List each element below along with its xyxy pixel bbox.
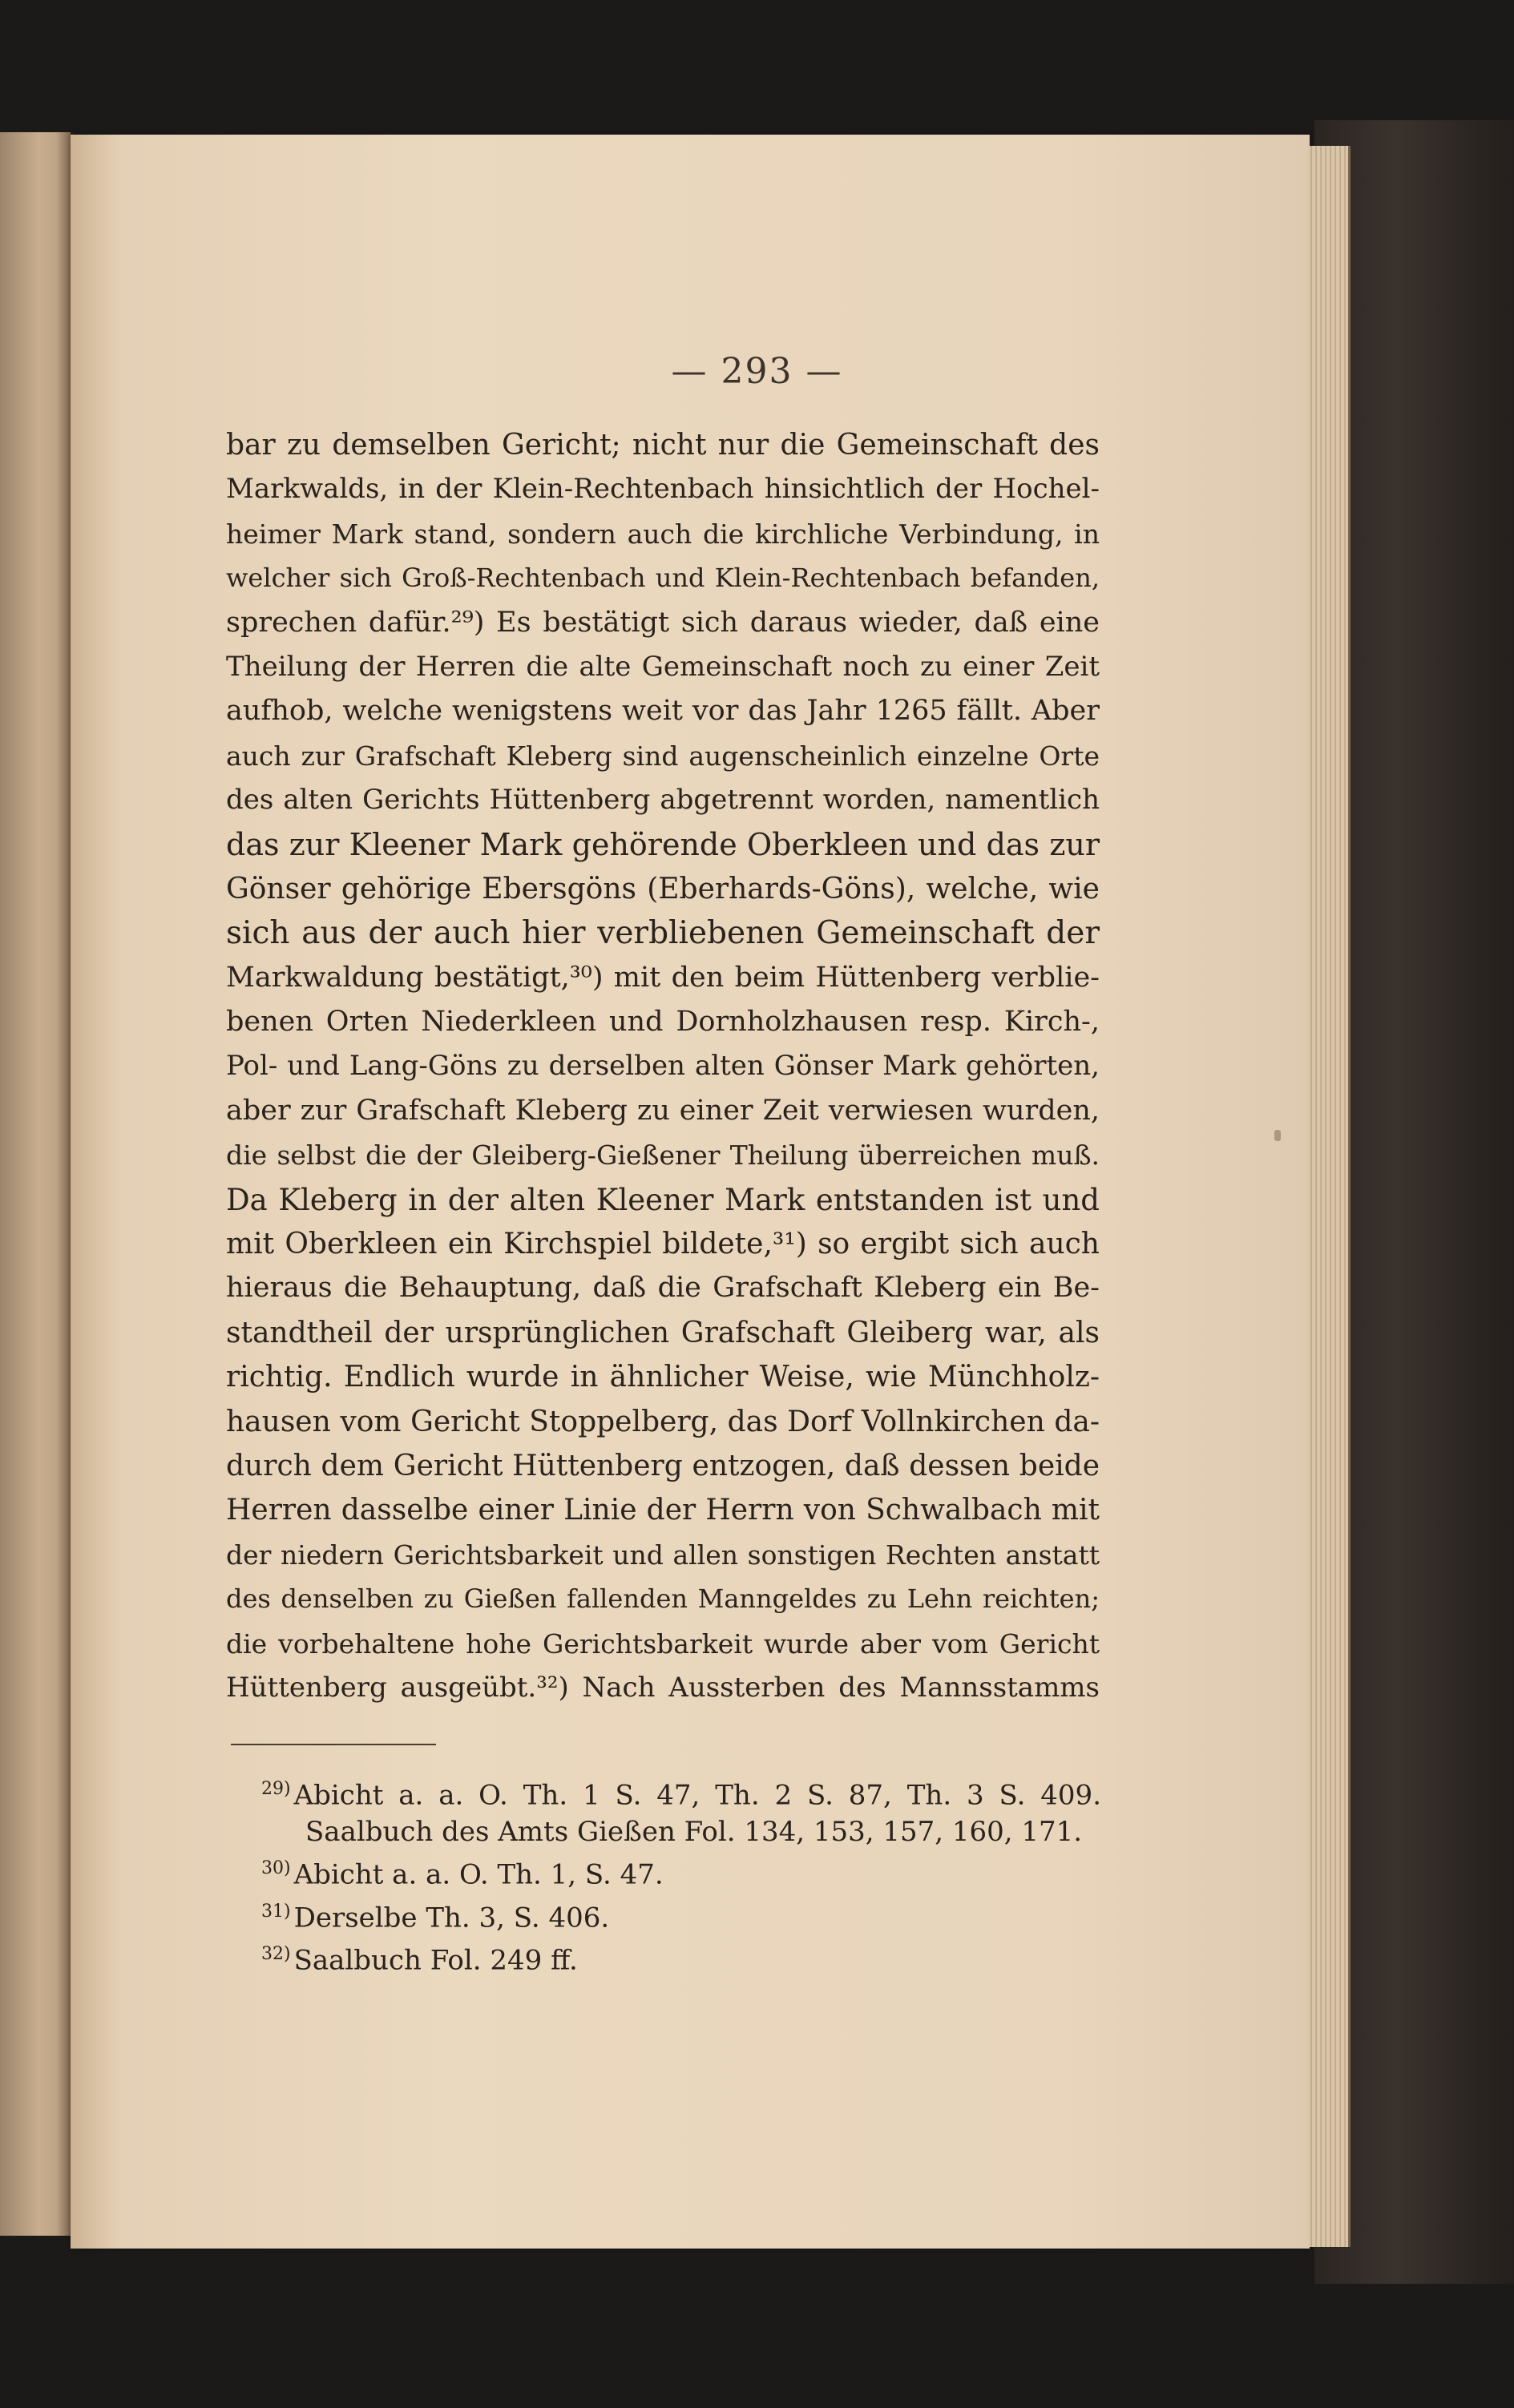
- footnote: [261, 1850, 1101, 1893]
- footnote: [261, 1936, 1101, 1978]
- text-line: bar zu demselben Gericht; nicht nur die Gemeinschaft des: [226, 429, 1100, 462]
- text-line: sprechen dafür.²⁹) Es bestätigt sich daraus wieder, daß eine: [226, 606, 1100, 639]
- body-text: [226, 423, 1100, 1710]
- text-line: heimer Mark stand, sondern auch die kirchliche Verbindung, in: [226, 518, 1100, 550]
- text-line: richtig. Endlich wurde in ähnlicher Weise, wie Münchholz-: [226, 1361, 1100, 1394]
- text-line: des alten Gerichts Hüttenberg abgetrennt worden, namentlich: [226, 784, 1100, 817]
- text-line: Markwalds, in der Klein-Rechtenbach hinsichtlich der Hochel-: [226, 473, 1100, 506]
- footnote: [261, 1894, 1101, 1936]
- text-line: hausen vom Gericht Stoppelberg, das Dorf Vollnkirchen da-: [226, 1405, 1100, 1438]
- footnote-number: 32): [261, 1943, 291, 1964]
- text-line: benen Orten Niederkleen und Dornholzhausen resp. Kirch-,: [226, 1006, 1100, 1039]
- footnote-text: Saalbuch des Amts Gießen Fol. 134, 153, 157, 160, 171.: [305, 1816, 1083, 1849]
- page-stack-edges: [1308, 146, 1350, 2247]
- page-number: — 293 —: [671, 351, 843, 392]
- text-line: standtheil der ursprünglichen Grafschaft Gleiberg war, als: [226, 1316, 1100, 1349]
- text-line: welcher sich Groß-Rechtenbach und Klein-Rechtenbach befanden,: [226, 563, 1100, 594]
- footnote-number: 29): [261, 1779, 291, 1799]
- text-line: die vorbehaltene hohe Gerichtsbarkeit wurde aber vom Gericht: [226, 1628, 1100, 1660]
- footnote-number: 31): [261, 1901, 291, 1922]
- footnote: [261, 1813, 1101, 1850]
- footnotes: [261, 1771, 1101, 1978]
- text-line: das zur Kleener Mark gehörende Oberkleen und das zur: [226, 826, 1100, 862]
- text-line: aber zur Grafschaft Kleberg zu einer Zeit verwiesen wurden,: [226, 1094, 1100, 1127]
- text-line: durch dem Gericht Hüttenberg entzogen, daß dessen beide: [226, 1449, 1100, 1482]
- text-line: Da Kleberg in der alten Kleener Mark entstanden ist und: [226, 1182, 1100, 1217]
- text-line: aufhob, welche wenigstens weit vor das Jahr 1265 fällt. Aber: [226, 695, 1100, 728]
- text-line: Gönser gehörige Ebersgöns (Eberhards-Göns), welche, wie: [226, 872, 1100, 906]
- text-line: Theilung der Herren die alte Gemeinschaft noch zu einer Zeit: [226, 650, 1100, 683]
- text-line: hieraus die Behauptung, daß die Grafschaft Kleberg ein Be-: [226, 1272, 1100, 1305]
- text-line: der niedern Gerichtsbarkeit und allen sonstigen Rechten anstatt: [226, 1539, 1100, 1571]
- footnote-number: 30): [261, 1858, 291, 1879]
- footnote-divider: [231, 1744, 436, 1745]
- footnote-text: Abicht a. a. O. Th. 1, S. 47.: [293, 1858, 664, 1891]
- text-line: Pol- und Lang-Göns zu derselben alten Gönser Mark gehörten,: [226, 1050, 1100, 1083]
- text-line: Hüttenberg ausgeübt.³²) Nach Aussterben des Mannsstamms: [226, 1671, 1100, 1704]
- footnote-text: Saalbuch Fol. 249 ff.: [293, 1944, 578, 1977]
- text-line: sich aus der auch hier verbliebenen Gemeinschaft der: [226, 915, 1100, 952]
- footnote: [261, 1771, 1101, 1813]
- text-line: mit Oberkleen ein Kirchspiel bildete,³¹) so ergibt sich auch: [226, 1228, 1100, 1261]
- text-line: des denselben zu Gießen fallenden Manngeldes zu Lehn reichten;: [226, 1583, 1100, 1615]
- text-line: Markwaldung bestätigt,³⁰) mit den beim Hüttenberg verblie-: [226, 961, 1100, 994]
- footnote-text: Derselbe Th. 3, S. 406.: [293, 1901, 610, 1934]
- paper-speck: [1274, 1130, 1281, 1141]
- text-line: die selbst die der Gleiberg-Gießener Theilung überreichen muß.: [226, 1139, 1100, 1172]
- text-line: Herren dasselbe einer Linie der Herrn von Schwalbach mit: [226, 1494, 1100, 1527]
- text-line: auch zur Grafschaft Kleberg sind augenscheinlich einzelne Orte: [226, 740, 1100, 772]
- footnote-text: Abicht a. a. O. Th. 1 S. 47, Th. 2 S. 87, Th. 3 S. 409.: [293, 1779, 1101, 1812]
